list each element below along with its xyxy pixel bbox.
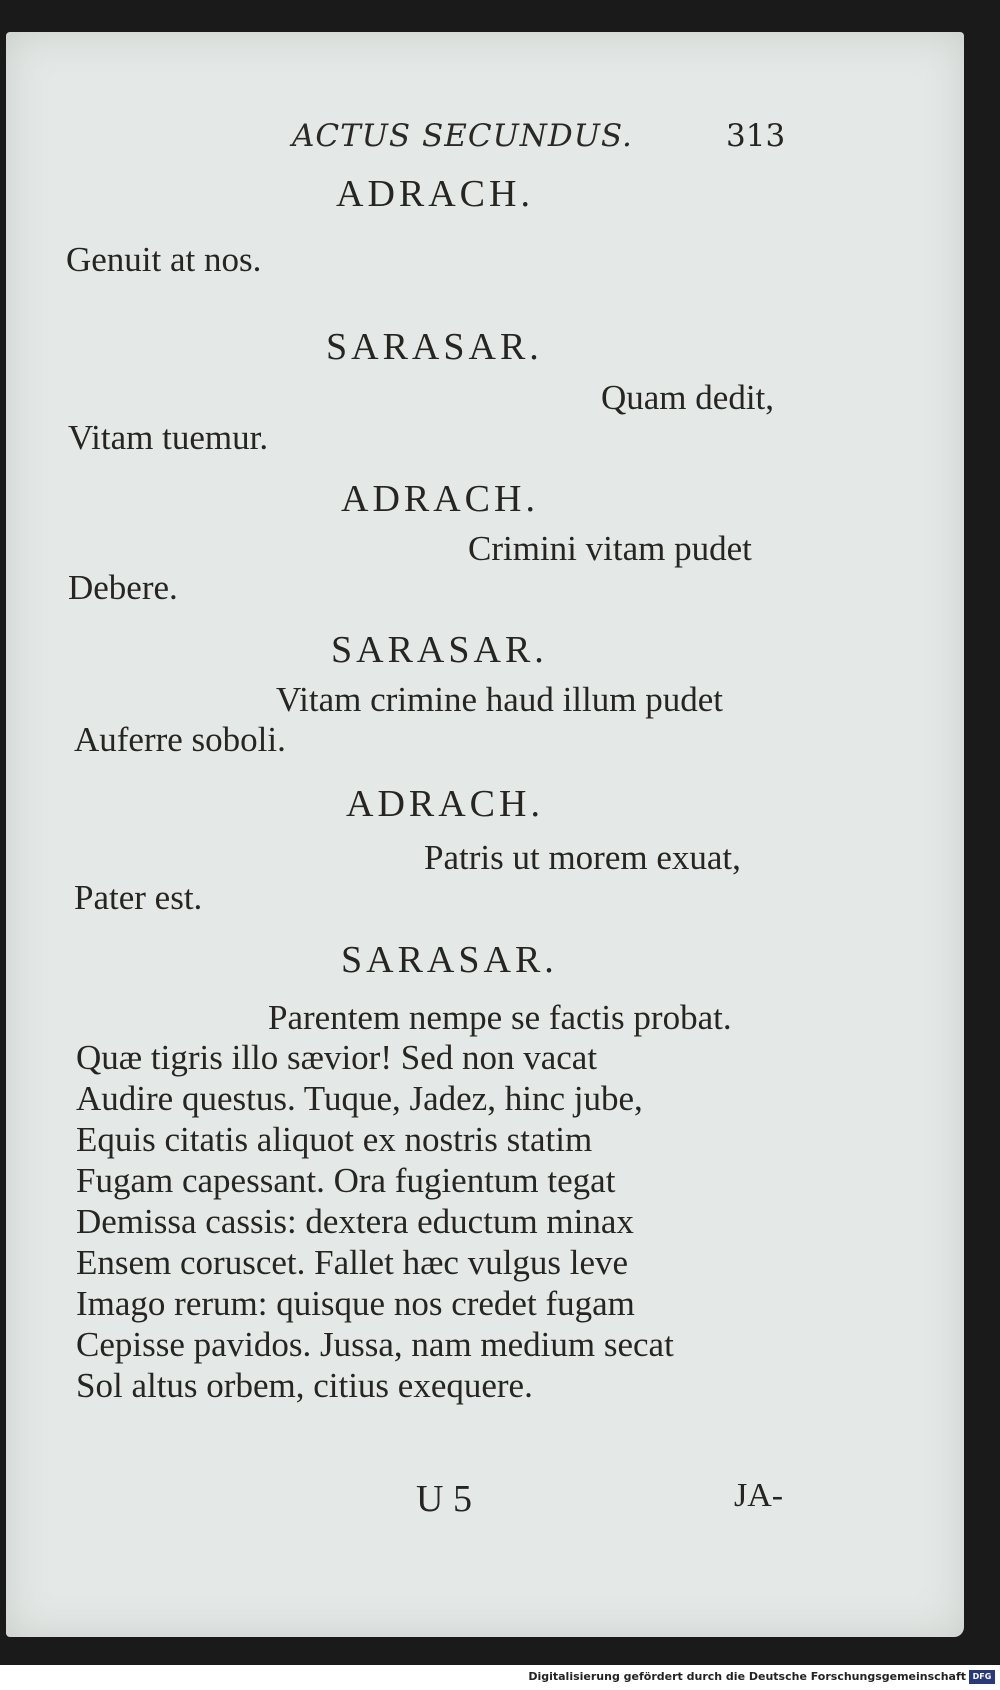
verse-line: Sol altus orbem, citius exequere. (76, 1366, 533, 1405)
dialogue-line: Pater est. (74, 878, 203, 917)
verse-line: Quæ tigris illo sævior! Sed non vacat (76, 1038, 598, 1077)
verse-line: Demissa cassis: dextera eductum minax (76, 1202, 634, 1241)
speaker-name: SARASAR. (341, 939, 558, 981)
signature-mark: U 5 (416, 1478, 472, 1520)
verse-line: Fugam capessant. Ora fugientum tegat (76, 1161, 616, 1200)
speaker-name: ADRACH. (341, 478, 539, 520)
verse-line: Equis citatis aliquot ex nostris statim (76, 1120, 593, 1159)
speaker-name: SARASAR. (331, 629, 548, 671)
dialogue-line: Vitam tuemur. (68, 418, 269, 457)
speaker-name: ADRACH. (346, 783, 544, 825)
catchword: JA- (734, 1477, 784, 1514)
verse-line: Audire questus. Tuque, Jadez, hinc jube, (76, 1079, 643, 1118)
dialogue-line: Debere. (68, 568, 178, 607)
dialogue-line: Auferre soboli. (74, 720, 286, 759)
dialogue-line: Vitam crimine haud illum pudet (276, 680, 723, 719)
speaker-name: ADRACH. (336, 173, 534, 215)
dialogue-line: Genuit at nos. (66, 240, 262, 279)
book-page (6, 32, 964, 1637)
running-head: ACTUS SECUNDUS. (292, 118, 633, 154)
digitization-footer (0, 1665, 1000, 1690)
verse-line: Parentem nempe se factis probat. (268, 998, 732, 1037)
dfg-logo: DFG (969, 1670, 995, 1684)
verse-line: Imago rerum: quisque nos credet fugam (76, 1284, 635, 1323)
verse-line: Cepisse pavidos. Jussa, nam medium secat (76, 1325, 674, 1364)
verse-line: Ensem coruscet. Fallet hæc vulgus leve (76, 1243, 629, 1282)
dialogue-line: Patris ut morem exuat, (424, 838, 741, 877)
funding-note: Digitalisierung gefördert durch die Deutsche Forschungsgemeinschaft (528, 1670, 966, 1683)
speaker-name: SARASAR. (326, 326, 543, 368)
dialogue-line: Quam dedit, (601, 378, 775, 417)
dialogue-line: Crimini vitam pudet (468, 529, 752, 568)
page-number: 313 (726, 118, 786, 154)
